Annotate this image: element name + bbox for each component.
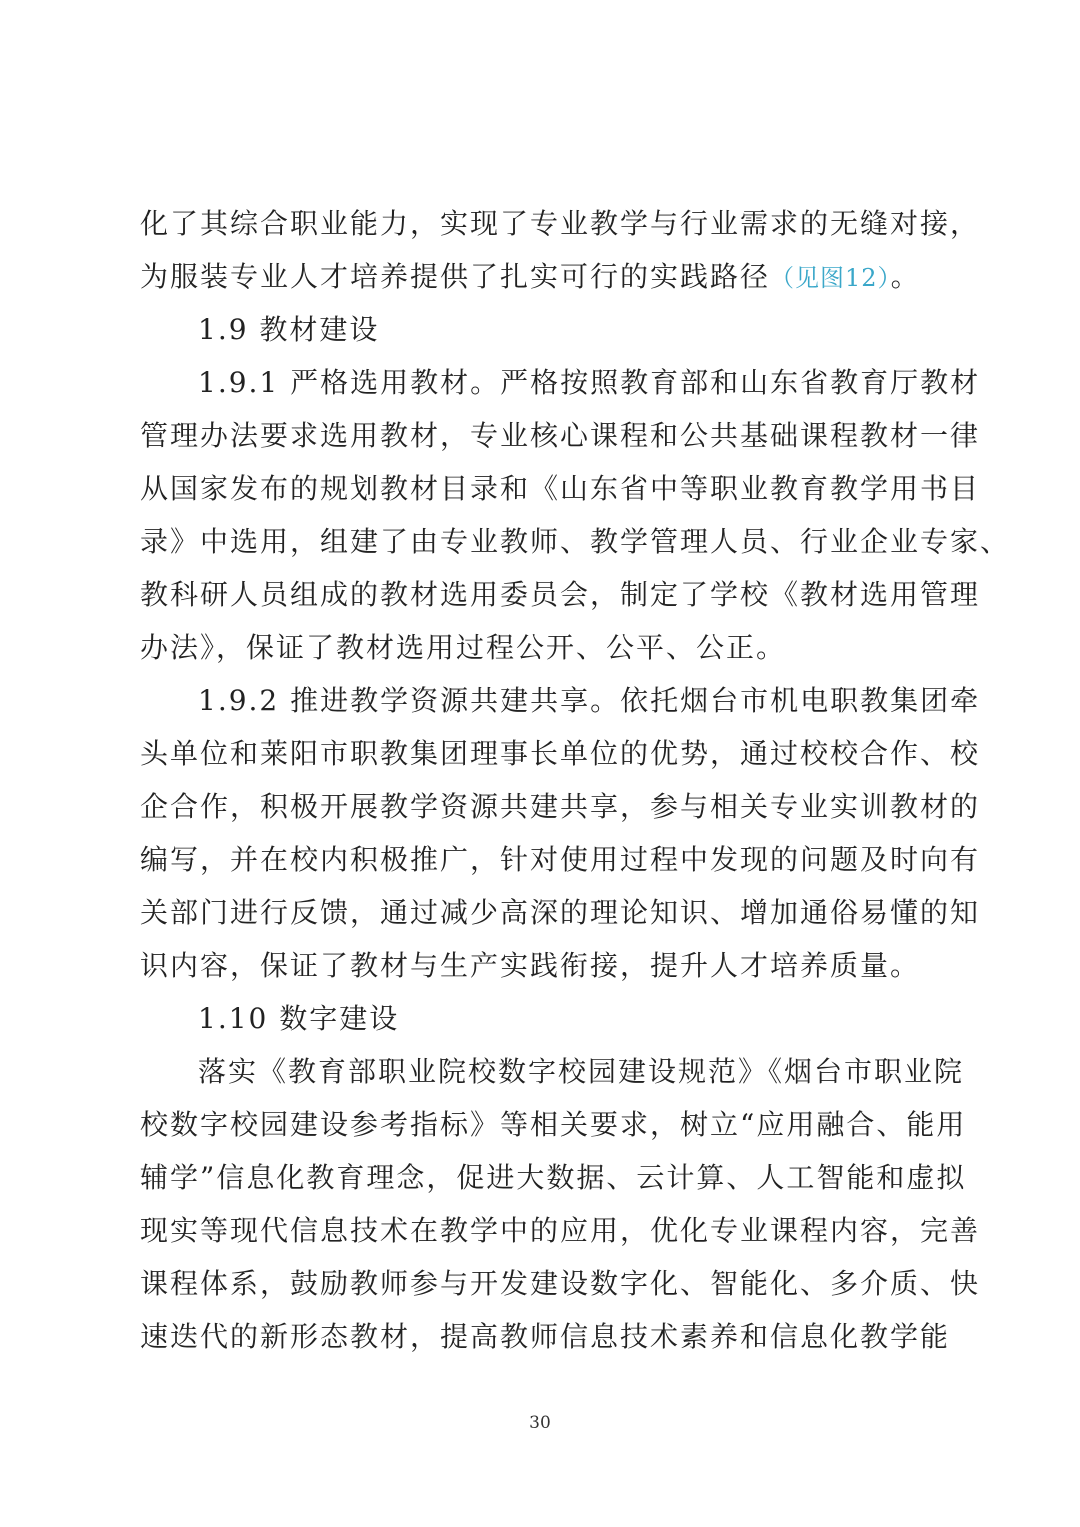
paragraph-line: 课程体系，鼓励教师参与开发建设数字化、智能化、多介质、快 bbox=[140, 1267, 981, 1300]
paragraph-line: 办法》，保证了教材选用过程公开、公平、公正。 bbox=[140, 631, 787, 664]
paragraph-line: 识内容，保证了教材与生产实践衔接，提升人才培养质量。 bbox=[140, 949, 921, 982]
section-heading-1-10: 1.10 数字建设 bbox=[198, 1002, 400, 1035]
paragraph-line: 速迭代的新形态教材，提高教师信息技术素养和信息化教学能 bbox=[140, 1320, 951, 1353]
body-text bbox=[140, 197, 1011, 1363]
paragraph-line: 辅学”信息化教育理念，促进大数据、云计算、人工智能和虚拟 bbox=[140, 1161, 967, 1194]
section-heading-1-9: 1.9 教材建设 bbox=[198, 313, 380, 346]
paragraph-end: 。 bbox=[890, 260, 921, 293]
figure-reference: （见图12） bbox=[770, 264, 891, 292]
paragraph-line: 编写，并在校内积极推广，针对使用过程中发现的问题及时向有 bbox=[140, 843, 981, 876]
paragraph-line: 从国家发布的规划教材目录和《山东省中等职业教育教学用书目 bbox=[140, 472, 981, 505]
paragraph-line: 教科研人员组成的教材选用委员会，制定了学校《教材选用管理 bbox=[140, 578, 981, 611]
paragraph-text: 为服装专业人才培养提供了扎实可行的实践路径 bbox=[140, 260, 771, 293]
paragraph-line: 管理办法要求选用教材，专业核心课程和公共基础课程教材一律 bbox=[140, 419, 981, 452]
paragraph-line: 落实《教育部职业院校数字校园建设规范》《烟台市职业院 bbox=[198, 1055, 965, 1088]
paragraph-line: 现实等现代信息技术在教学中的应用，优化专业课程内容，完善 bbox=[140, 1214, 981, 1247]
paragraph-line: 1.9.1 严格选用教材。严格按照教育部和山东省教育厅教材 bbox=[198, 366, 981, 399]
paragraph-line: 化了其综合职业能力，实现了专业教学与行业需求的无缝对接， bbox=[140, 207, 981, 240]
paragraph-line bbox=[140, 250, 942, 303]
paragraph-line: 校数字校园建设参考指标》等相关要求，树立“应用融合、能用 bbox=[140, 1108, 967, 1141]
page-number: 30 bbox=[529, 1413, 551, 1433]
paragraph-line: 1.9.2 推进教学资源共建共享。依托烟台市机电职教集团牵 bbox=[198, 684, 981, 717]
paragraph-line: 头单位和莱阳市职教集团理事长单位的优势，通过校校合作、校 bbox=[140, 737, 981, 770]
paragraph-line: 关部门进行反馈，通过减少高深的理论知识、增加通俗易懂的知 bbox=[140, 896, 981, 929]
paragraph-line: 录》中选用，组建了由专业教师、教学管理人员、行业企业专家、 bbox=[140, 525, 1011, 558]
paragraph-line: 企合作，积极开展教学资源共建共享，参与相关专业实训教材的 bbox=[140, 790, 981, 823]
